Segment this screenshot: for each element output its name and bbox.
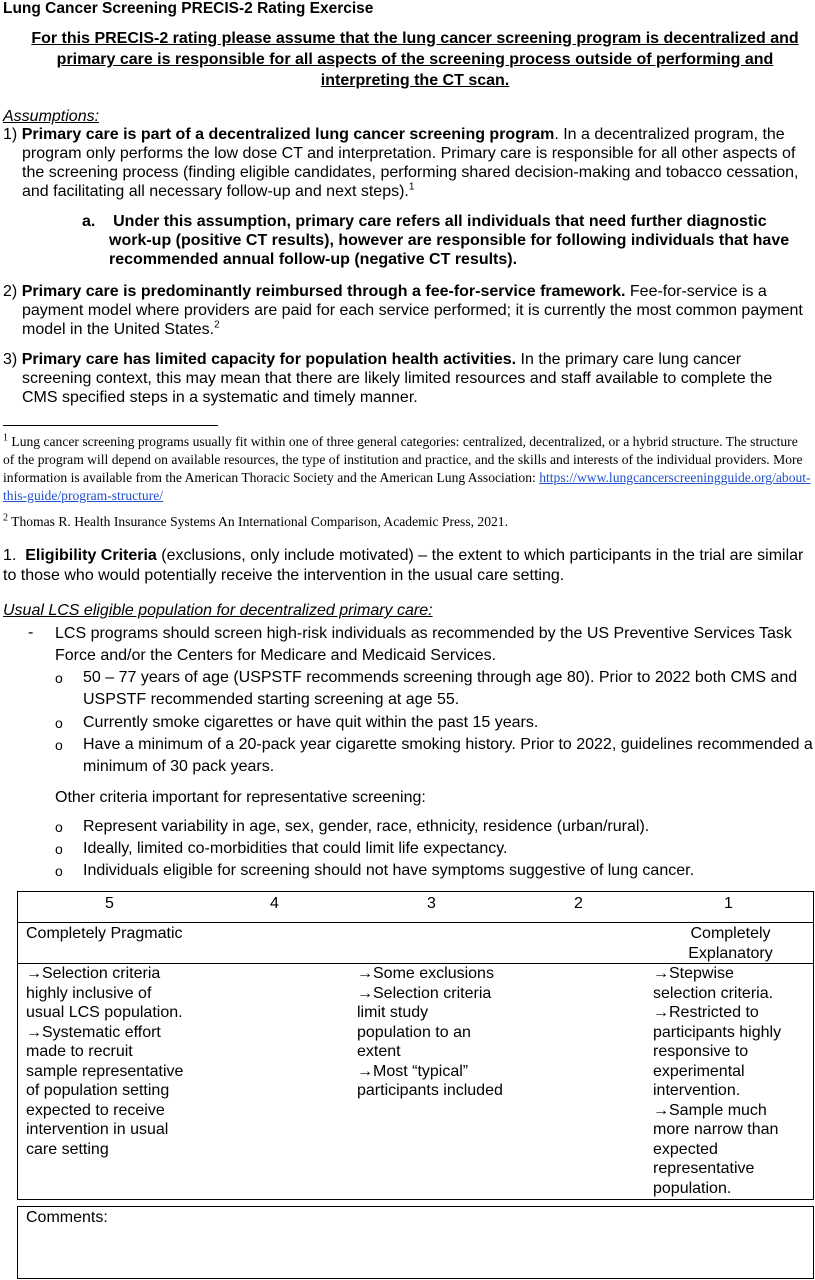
- dash-item-text: LCS programs should screen high-risk individuals as recommended by the US Preventive Services Task Force and/or the Centers for Medicare and Medicaid Services.: [55, 625, 792, 664]
- description-line: participants highly: [653, 1023, 782, 1041]
- other-criteria-heading: Other criteria important for representative screening:: [55, 789, 426, 806]
- description-line: →Most “typical”: [357, 1062, 469, 1080]
- bullet-text: Represent variability in age, sex, gender, race, ethnicity, residence (urban/rural).: [83, 818, 650, 835]
- bullet-marker: o: [55, 819, 63, 835]
- description-line: extent: [357, 1043, 401, 1060]
- item-text: In the primary care lung cancer screening context, this may mean that there are likely limited resources and staff available to complete the CMS specified steps in a systematic and timely manner.: [22, 351, 773, 406]
- description-line: →Selection criteria: [357, 984, 492, 1002]
- rating-option-4[interactable]: 4: [270, 895, 279, 912]
- rating-description-row: [18, 964, 814, 1200]
- section-description: (exclusions, only include motivated) – the extent to which participants in the trial are similar to those who would potentially receive the intervention in the usual care setting.: [3, 547, 804, 584]
- description-line: →Systematic effort: [26, 1023, 161, 1041]
- description-line: limit study: [357, 1004, 429, 1021]
- pragmatic-label: Completely Pragmatic: [26, 925, 183, 942]
- footnote-number: 2: [3, 512, 8, 524]
- footnote-text: Lung cancer screening programs usually fit within one of three general categories: centralized, decentralized, or a hybrid structure. The structure of the program will depend on available resources, the type of institution and practice, and the skills and interests of the individual providers. More information is available from the American Thoracic Society and the American Lung Association:: [3, 434, 803, 485]
- comments-box[interactable]: [17, 1206, 814, 1279]
- rating-option-5[interactable]: 5: [105, 895, 114, 912]
- item-number: 3): [3, 351, 18, 368]
- explanatory-description: [653, 964, 781, 1198]
- bullet-marker: o: [55, 737, 63, 753]
- description-line: highly inclusive of: [26, 984, 152, 1002]
- description-line: of population setting: [26, 1082, 170, 1099]
- sub-item-label: a.: [82, 213, 96, 230]
- comments-label: Comments:: [26, 1209, 108, 1226]
- description-line: expected: [653, 1140, 718, 1158]
- assumption-item-1: [3, 125, 811, 201]
- rating-label-row: [18, 923, 814, 964]
- bullet-text: 50 – 77 years of age (USPSTF recommends screening through age 80). Prior to 2022 both CMS and USPSTF recommended starting screening at age 55.: [83, 669, 798, 708]
- description-line: care setting: [26, 1140, 109, 1158]
- bullet-marker: o: [55, 863, 63, 879]
- rating-scale-row: [18, 892, 814, 923]
- description-line: more narrow than: [653, 1121, 779, 1138]
- item-bold-text: Primary care has limited capacity for population health activities.: [21, 351, 517, 368]
- bullet-marker: o: [55, 715, 63, 731]
- assumption-item-1a: [82, 212, 812, 269]
- pragmatic-description: [26, 964, 183, 1159]
- description-line: →Stepwise: [653, 965, 734, 982]
- description-line: made to recruit: [26, 1043, 133, 1060]
- page-title: Lung Cancer Screening PRECIS-2 Rating Exercise: [3, 0, 374, 17]
- bullet-text: Ideally, limited co-morbidities that could limit life expectancy.: [83, 840, 508, 857]
- footnote-ref: 1: [408, 181, 415, 193]
- assumptions-heading: Assumptions:: [3, 108, 100, 125]
- footnote-link[interactable]: https://www.lungcancerscreeningguide.org/about-this-guide/program-structure/: [3, 470, 811, 503]
- description-line: responsive to: [653, 1043, 749, 1060]
- description-line: →Some exclusions: [357, 965, 494, 982]
- bullet-text: Individuals eligible for screening should not have symptoms suggestive of lung cancer.: [83, 862, 695, 879]
- item-number: 1): [3, 126, 18, 143]
- description-line: →Restricted to: [653, 1004, 759, 1021]
- eligibility-criteria: [3, 546, 813, 586]
- assumption-item-3: [3, 350, 811, 407]
- item-bold-text: Primary care is part of a decentralized lung cancer screening program: [21, 126, 555, 143]
- footnote-ref: 2: [214, 319, 220, 331]
- footnote-text: Thomas R. Health Insurance Systems An International Comparison, Academic Press, 2021.: [8, 514, 508, 529]
- rating-table: [17, 891, 814, 1200]
- description-line: usual LCS population.: [26, 1004, 183, 1021]
- description-line: →Selection criteria: [26, 965, 161, 982]
- item-bold-text: Primary care is predominantly reimbursed through a fee-for-service framework.: [21, 283, 626, 300]
- description-line: experimental: [653, 1062, 745, 1080]
- bullet-text: Currently smoke cigarettes or have quit within the past 15 years.: [83, 714, 539, 731]
- bullet-marker: o: [55, 670, 63, 686]
- section-title: Eligibility Criteria: [25, 547, 157, 564]
- description-line: →Sample much: [653, 1101, 767, 1119]
- item-text: Fee-for-service is a payment model where providers are paid for each service performed; it is currently the most common payment model in the United States.: [22, 283, 803, 338]
- rating-option-2[interactable]: 2: [574, 895, 583, 912]
- footnote-separator: [3, 425, 218, 426]
- description-line: selection criteria.: [653, 984, 774, 1002]
- bullet-marker: o: [55, 841, 63, 857]
- description-line: intervention in usual: [26, 1121, 169, 1138]
- description-line: expected to receive: [26, 1101, 165, 1119]
- footnote-1: [3, 433, 811, 505]
- description-line: sample representative: [26, 1062, 184, 1080]
- description-line: intervention.: [653, 1082, 741, 1099]
- rating-option-3[interactable]: 3: [427, 895, 436, 912]
- assumption-item-2: [3, 282, 811, 339]
- footnote-2: [3, 513, 811, 531]
- sub-item-text: Under this assumption, primary care refers all individuals that need further diagnostic work-up (positive CT results), however are responsible for following individuals that have recommended annual follow-up (negative CT results).: [109, 213, 790, 268]
- bullet-text: Have a minimum of a 20-pack year cigarette smoking history. Prior to 2022, guidelines recommended a minimum of 30 pack years.: [83, 736, 813, 775]
- assumption-notice: For this PRECIS-2 rating please assume that the lung cancer screening program is decentralized and primary care is responsible for all aspects of the screening process outside of performing and interpreting the CT scan.: [31, 30, 799, 89]
- middle-description: [357, 964, 503, 1101]
- description-line: participants included: [357, 1082, 503, 1099]
- rating-option-1[interactable]: 1: [724, 895, 733, 912]
- usual-population-heading: Usual LCS eligible population for decentralized primary care:: [3, 602, 433, 619]
- item-number: 2): [3, 283, 18, 300]
- section-number: 1.: [3, 547, 17, 564]
- item-text: . In a decentralized program, the program only performs the low dose CT and interpretation. Primary care is responsible for all other aspects of the screening process (finding eligible candidates, performing shared decision-making and tobacco cessation, and facilitating all necessary follow-up and next steps).: [22, 126, 799, 200]
- footnote-number: 1: [3, 432, 8, 444]
- explanatory-label: Completely Explanatory: [688, 925, 773, 962]
- description-line: representative: [653, 1160, 755, 1177]
- description-line: population.: [653, 1179, 732, 1197]
- dash-marker: -: [28, 624, 34, 641]
- description-line: population to an: [357, 1023, 471, 1041]
